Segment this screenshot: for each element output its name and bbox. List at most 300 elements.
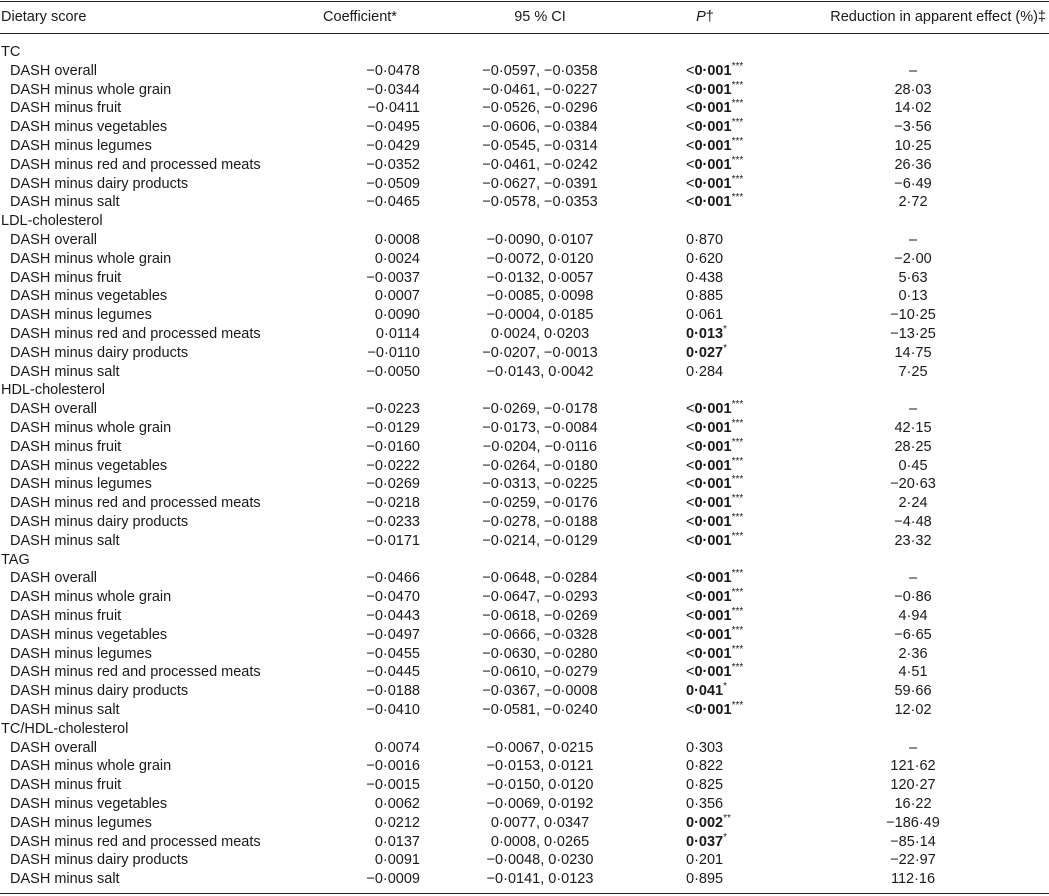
table-row — [0, 870, 1049, 889]
p-value: 0·356 — [686, 796, 724, 812]
ci-value: −0·0627, −0·0391 — [482, 175, 598, 192]
reduction-value: 5·63 — [898, 269, 928, 286]
score-name: DASH minus whole grain — [10, 420, 172, 436]
table-row — [0, 513, 1049, 532]
ci-value: 0·0024, 0·0203 — [490, 326, 590, 342]
p-value: 0·438 — [686, 269, 724, 286]
header-coefficient: Coefficient* — [323, 9, 397, 25]
p-value: 0·284 — [686, 363, 724, 380]
p-value-cell — [686, 457, 743, 476]
score-name: DASH minus fruit — [10, 100, 122, 117]
group-label: HDL-cholesterol — [1, 382, 105, 399]
header-p-letter: P — [696, 9, 706, 25]
header-dietary-score: Dietary score — [1, 9, 87, 25]
table-row — [0, 532, 1049, 551]
coefficient-value: −0·0478 — [366, 62, 420, 79]
reduction-value: −6·65 — [894, 626, 932, 643]
reduction-value: −20·63 — [890, 476, 936, 493]
reduction-value: −85·14 — [890, 833, 936, 850]
coefficient-value: −0·0050 — [366, 363, 420, 380]
ci-value: −0·0090, 0·0107 — [486, 232, 594, 248]
significance-stars: *** — [731, 587, 744, 599]
ci-value: −0·0618, −0·0269 — [482, 608, 598, 624]
coefficient-value: −0·0352 — [366, 156, 420, 173]
reduction-value: – — [908, 62, 918, 79]
p-value: 0·061 — [686, 307, 724, 324]
group-label: TC — [1, 44, 21, 60]
score-name: DASH minus dairy products — [10, 175, 189, 192]
table-row — [0, 607, 1049, 626]
p-value: 0·001 — [694, 626, 732, 643]
ci-value: −0·0545, −0·0314 — [482, 138, 598, 154]
p-value: 0·001 — [694, 194, 732, 211]
p-value: 0·620 — [686, 250, 724, 267]
p-value-cell — [686, 701, 743, 720]
reduction-value: 112·16 — [890, 871, 936, 888]
table-row — [0, 156, 1049, 175]
p-value: 0·870 — [686, 232, 724, 248]
coefficient-value: −0·0218 — [366, 495, 420, 512]
ci-value: −0·0264, −0·0180 — [482, 457, 598, 474]
score-name: DASH minus whole grain — [10, 758, 172, 775]
table-row — [0, 851, 1049, 870]
coefficient-value: −0·0455 — [366, 645, 420, 662]
ci-value: −0·0141, 0·0123 — [486, 871, 594, 888]
reduction-value: 28·25 — [894, 438, 932, 455]
p-less-than: < — [686, 664, 695, 681]
p-value: 0·001 — [694, 438, 732, 455]
p-value: 0·001 — [694, 156, 732, 173]
score-name: DASH overall — [10, 232, 98, 248]
score-name: DASH overall — [10, 570, 98, 587]
header-ci: 95 % CI — [514, 9, 566, 25]
ci-value: −0·0647, −0·0293 — [482, 589, 598, 606]
score-name: DASH minus dairy products — [10, 683, 189, 700]
significance-stars: *** — [731, 173, 744, 185]
significance-stars: *** — [731, 60, 744, 72]
score-name: DASH minus salt — [10, 363, 120, 380]
p-value-cell — [686, 156, 743, 175]
coefficient-value: −0·0445 — [366, 664, 420, 681]
reduction-value: 4·94 — [898, 608, 928, 624]
ci-value: −0·0048, 0·0230 — [486, 852, 594, 869]
p-less-than: < — [686, 138, 695, 154]
coefficient-value: −0·0037 — [366, 269, 420, 286]
coefficient-value: −0·0129 — [366, 420, 420, 436]
group-label: TC/HDL-cholesterol — [1, 720, 129, 737]
p-value-cell — [686, 870, 723, 889]
score-name: DASH minus red and processed meats — [10, 156, 261, 173]
p-less-than: < — [686, 608, 695, 624]
coefficient-value: −0·0466 — [366, 570, 420, 587]
table-row — [0, 419, 1049, 438]
significance-stars: * — [723, 324, 727, 336]
p-value-cell — [686, 325, 727, 344]
score-name: DASH minus fruit — [10, 269, 122, 286]
p-value: 0·201 — [686, 852, 724, 869]
reduction-value: −4·48 — [894, 514, 932, 530]
p-less-than: < — [686, 570, 695, 587]
p-less-than: < — [686, 62, 695, 79]
p-value: 0·001 — [694, 589, 732, 606]
p-value: 0·041 — [686, 683, 724, 700]
p-less-than: < — [686, 119, 695, 136]
ci-value: −0·0666, −0·0328 — [482, 626, 598, 643]
p-value: 0·001 — [694, 81, 732, 98]
ci-value: −0·0153, 0·0121 — [486, 758, 594, 775]
p-less-than: < — [686, 514, 695, 530]
reduction-value: – — [908, 232, 918, 248]
p-value-cell — [686, 682, 727, 701]
score-name: DASH minus salt — [10, 871, 120, 888]
reduction-value: 23·32 — [894, 532, 932, 549]
p-value-cell — [686, 438, 743, 457]
reduction-value: 4·51 — [898, 664, 928, 681]
score-name: DASH minus salt — [10, 532, 120, 549]
p-less-than: < — [686, 100, 695, 117]
score-name: DASH minus red and processed meats — [10, 326, 261, 342]
table-header-rule — [0, 33, 1049, 34]
p-less-than: < — [686, 626, 695, 643]
table-row — [0, 231, 1049, 250]
significance-stars: *** — [731, 624, 744, 636]
significance-stars: *** — [731, 662, 744, 674]
significance-stars: *** — [731, 512, 744, 524]
significance-stars: ** — [723, 812, 731, 824]
p-value: 0·001 — [694, 514, 732, 530]
p-value-cell — [686, 851, 723, 870]
significance-stars: *** — [731, 117, 744, 129]
coefficient-value: −0·0233 — [366, 514, 420, 530]
p-value-cell — [686, 569, 743, 588]
header-p-mark: † — [705, 9, 714, 25]
p-value: 0·822 — [686, 758, 724, 775]
coefficient-value: −0·0509 — [366, 175, 420, 192]
p-value: 0·303 — [686, 739, 724, 756]
score-name: DASH minus legumes — [10, 307, 152, 324]
reduction-value: 121·62 — [890, 758, 936, 775]
coefficient-value: −0·0411 — [367, 100, 420, 117]
coefficient-value: −0·0016 — [366, 758, 420, 775]
table-row — [0, 814, 1049, 833]
table-row — [0, 118, 1049, 137]
table-row — [0, 739, 1049, 758]
ci-value: −0·0269, −0·0178 — [482, 401, 598, 418]
score-name: DASH minus red and processed meats — [10, 664, 261, 681]
table-row — [0, 250, 1049, 269]
coefficient-value: −0·0009 — [366, 871, 420, 888]
reduction-value: – — [908, 739, 918, 756]
significance-stars: *** — [731, 436, 744, 448]
table-row — [0, 99, 1049, 118]
score-name: DASH minus vegetables — [10, 119, 168, 136]
score-name: DASH minus legumes — [10, 138, 152, 154]
significance-stars: *** — [731, 399, 744, 411]
ci-value: −0·0259, −0·0176 — [482, 495, 598, 512]
table-row — [0, 701, 1049, 720]
reduction-value: −186·49 — [886, 814, 940, 831]
p-value: 0·001 — [694, 138, 732, 154]
p-value: 0·885 — [686, 288, 724, 305]
score-name: DASH minus fruit — [10, 777, 122, 794]
p-less-than: < — [686, 156, 695, 173]
p-less-than: < — [686, 589, 695, 606]
score-name: DASH minus dairy products — [10, 852, 189, 869]
p-value: 0·013 — [686, 326, 724, 342]
reduction-value: −10·25 — [890, 307, 936, 324]
table-header — [0, 8, 1049, 27]
table-row — [0, 137, 1049, 156]
significance-stars: * — [723, 342, 727, 354]
reduction-value: −13·25 — [890, 326, 936, 342]
coefficient-value: 0·0091 — [374, 852, 420, 869]
coefficient-value: 0·0062 — [374, 796, 420, 812]
p-value-cell — [686, 588, 743, 607]
significance-stars: *** — [731, 700, 744, 712]
significance-stars: * — [723, 681, 727, 693]
p-less-than: < — [686, 702, 695, 718]
ci-value: −0·0648, −0·0284 — [482, 570, 598, 587]
p-value-cell — [686, 645, 743, 664]
ci-value: −0·0461, −0·0227 — [482, 81, 598, 98]
p-value: 0·001 — [694, 100, 732, 117]
coefficient-value: −0·0223 — [366, 401, 420, 418]
score-name: DASH minus whole grain — [10, 81, 172, 98]
p-value: 0·001 — [694, 702, 732, 718]
score-name: DASH minus vegetables — [10, 796, 168, 812]
score-name: DASH minus legumes — [10, 814, 152, 831]
ci-value: −0·0143, 0·0042 — [486, 363, 594, 380]
p-less-than: < — [686, 438, 695, 455]
ci-value: 0·0008, 0·0265 — [490, 833, 590, 850]
p-less-than: < — [686, 532, 695, 549]
significance-stars: *** — [731, 606, 744, 618]
significance-stars: *** — [731, 79, 744, 91]
coefficient-value: −0·0269 — [366, 476, 420, 493]
p-value-cell — [686, 607, 743, 626]
table-row — [0, 569, 1049, 588]
group-row — [0, 212, 1049, 231]
p-value-cell — [686, 532, 743, 551]
score-name: DASH minus red and processed meats — [10, 833, 261, 850]
coefficient-value: −0·0222 — [366, 457, 420, 474]
reduction-value: 10·25 — [894, 138, 932, 154]
coefficient-value: 0·0007 — [374, 288, 420, 305]
table-row — [0, 344, 1049, 363]
significance-stars: *** — [731, 530, 744, 542]
reduction-value: 12·02 — [894, 702, 932, 718]
table-row — [0, 626, 1049, 645]
ci-value: −0·0132, 0·0057 — [486, 269, 594, 286]
reduction-value: 120·27 — [890, 777, 936, 794]
coefficient-value: 0·0212 — [374, 814, 420, 831]
coefficient-value: −0·0188 — [366, 683, 420, 700]
significance-stars: *** — [731, 154, 744, 166]
p-value-cell — [686, 626, 743, 645]
table-row — [0, 757, 1049, 776]
p-less-than: < — [686, 81, 695, 98]
ci-value: 0·0077, 0·0347 — [490, 814, 590, 831]
p-value-cell — [686, 287, 723, 306]
ci-value: −0·0207, −0·0013 — [482, 344, 598, 361]
table-row — [0, 795, 1049, 814]
p-value: 0·001 — [694, 62, 732, 79]
group-label: LDL-cholesterol — [1, 213, 103, 230]
p-value: 0·001 — [694, 570, 732, 587]
coefficient-value: −0·0465 — [366, 194, 420, 211]
p-value-cell — [686, 250, 723, 269]
coefficient-value: 0·0114 — [375, 326, 420, 342]
score-name: DASH overall — [10, 401, 98, 418]
score-name: DASH minus salt — [10, 702, 120, 718]
ci-value: −0·0367, −0·0008 — [482, 683, 598, 700]
reduction-value: 14·75 — [894, 344, 932, 361]
table-row — [0, 457, 1049, 476]
table-row — [0, 663, 1049, 682]
group-row — [0, 551, 1049, 570]
p-value-cell — [686, 306, 723, 325]
ci-value: −0·0150, 0·0120 — [486, 777, 594, 794]
p-less-than: < — [686, 175, 695, 192]
p-value: 0·027 — [686, 344, 724, 361]
ci-value: −0·0067, 0·0215 — [486, 739, 594, 756]
significance-stars: *** — [731, 98, 744, 110]
score-name: DASH minus dairy products — [10, 514, 189, 530]
coefficient-value: −0·0497 — [366, 626, 420, 643]
table-row — [0, 400, 1049, 419]
reduction-value: 2·24 — [898, 495, 928, 512]
table-top-rule — [0, 1, 1049, 2]
reduction-value: −0·86 — [894, 589, 932, 606]
reduction-value: 28·03 — [894, 81, 932, 98]
p-less-than: < — [686, 645, 695, 662]
coefficient-value: 0·0137 — [374, 833, 420, 850]
p-value-cell — [686, 776, 723, 795]
table-row — [0, 833, 1049, 852]
header-reduction: Reduction in apparent effect (%)‡ — [830, 9, 1046, 25]
p-value-cell — [686, 739, 723, 758]
score-name: DASH minus legumes — [10, 476, 152, 493]
ci-value: −0·0085, 0·0098 — [486, 288, 594, 305]
group-row — [0, 43, 1049, 62]
coefficient-value: −0·0110 — [367, 344, 420, 361]
group-row — [0, 381, 1049, 400]
p-value: 0·895 — [686, 871, 724, 888]
score-name: DASH overall — [10, 739, 98, 756]
p-value: 0·001 — [694, 457, 732, 474]
significance-stars: *** — [731, 136, 744, 148]
score-name: DASH minus fruit — [10, 438, 122, 455]
table-bottom-rule — [0, 893, 1049, 894]
p-value: 0·001 — [694, 645, 732, 662]
reduction-value: 2·72 — [898, 194, 928, 211]
significance-stars: *** — [731, 493, 744, 505]
reduction-value: 14·02 — [894, 100, 932, 117]
p-value-cell — [686, 231, 723, 250]
p-value: 0·001 — [694, 420, 732, 436]
table-row — [0, 682, 1049, 701]
significance-stars: *** — [731, 418, 744, 430]
ci-value: −0·0581, −0·0240 — [482, 702, 598, 718]
ci-value: −0·0173, −0·0084 — [482, 420, 598, 436]
ci-value: −0·0278, −0·0188 — [482, 514, 598, 530]
significance-stars: *** — [731, 455, 744, 467]
ci-value: −0·0597, −0·0358 — [482, 62, 598, 79]
coefficient-value: 0·0090 — [374, 307, 420, 324]
p-value-cell — [686, 475, 743, 494]
ci-value: −0·0578, −0·0353 — [482, 194, 598, 211]
p-value-cell — [686, 81, 743, 100]
ci-value: −0·0072, 0·0120 — [486, 250, 594, 267]
table-row — [0, 287, 1049, 306]
reduction-value: −2·00 — [894, 250, 932, 267]
score-name: DASH minus vegetables — [10, 457, 168, 474]
p-value-cell — [686, 118, 743, 137]
coefficient-value: 0·0024 — [374, 250, 420, 267]
p-value: 0·001 — [694, 476, 732, 493]
coefficient-value: −0·0429 — [366, 138, 420, 154]
group-row — [0, 720, 1049, 739]
p-value: 0·001 — [694, 401, 732, 418]
p-value: 0·001 — [694, 495, 732, 512]
reduction-value: 26·36 — [894, 156, 932, 173]
ci-value: −0·0214, −0·0129 — [482, 532, 598, 549]
table-row — [0, 81, 1049, 100]
group-label: TAG — [1, 551, 30, 568]
table-row — [0, 588, 1049, 607]
p-less-than: < — [686, 401, 695, 418]
p-value-cell — [686, 400, 743, 419]
ci-value: −0·0606, −0·0384 — [482, 119, 598, 136]
reduction-value: – — [908, 401, 918, 418]
p-value: 0·001 — [694, 532, 732, 549]
coefficient-value: 0·0008 — [374, 232, 420, 248]
score-name: DASH minus salt — [10, 194, 120, 211]
coefficient-value: −0·0160 — [366, 438, 420, 455]
p-value-cell — [686, 833, 727, 852]
p-value-cell — [686, 363, 723, 382]
reduction-value: 7·25 — [898, 363, 928, 380]
coefficient-value: −0·0495 — [366, 119, 420, 136]
significance-stars: *** — [731, 643, 744, 655]
p-less-than: < — [686, 457, 695, 474]
p-less-than: < — [686, 495, 695, 512]
p-value: 0·001 — [694, 608, 732, 624]
reduction-value: −22·97 — [890, 852, 936, 869]
p-value-cell — [686, 494, 743, 513]
ci-value: −0·0610, −0·0279 — [482, 664, 598, 681]
reduction-value: 42·15 — [894, 420, 932, 436]
p-value-cell — [686, 419, 743, 438]
ci-value: −0·0461, −0·0242 — [482, 156, 598, 173]
score-name: DASH minus legumes — [10, 645, 152, 662]
score-name: DASH minus fruit — [10, 608, 122, 624]
significance-stars: *** — [731, 474, 744, 486]
table-row — [0, 175, 1049, 194]
coefficient-value: −0·0410 — [366, 702, 420, 718]
p-value-cell — [686, 814, 731, 833]
ci-value: −0·0204, −0·0116 — [482, 438, 598, 455]
p-value-cell — [686, 137, 743, 156]
table-row — [0, 645, 1049, 664]
p-value-cell — [686, 344, 727, 363]
p-value-cell — [686, 175, 743, 194]
table-row — [0, 494, 1049, 513]
score-name: DASH overall — [10, 62, 98, 79]
table-row — [0, 325, 1049, 344]
table-row — [0, 438, 1049, 457]
ci-value: −0·0313, −0·0225 — [482, 476, 598, 493]
